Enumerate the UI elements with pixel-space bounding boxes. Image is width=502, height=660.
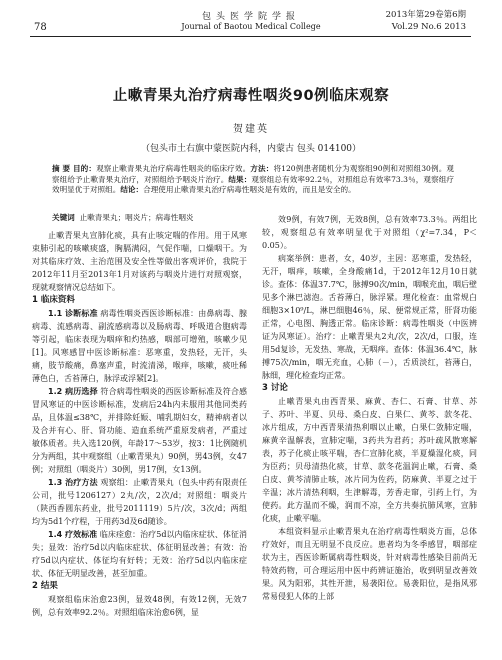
section-heading-3: 3 讨论 bbox=[262, 383, 288, 393]
keywords-label: 关键词 bbox=[52, 213, 75, 222]
heading-1-4: 1.4 疗效标准 bbox=[48, 530, 98, 539]
keywords bbox=[52, 212, 194, 223]
issue-en: Vol.29 No.6 2013 bbox=[391, 22, 466, 32]
abstract-conclusion-label: 结论： bbox=[120, 185, 144, 195]
right-column bbox=[262, 213, 477, 603]
abstract-result-label: 结果： bbox=[228, 174, 252, 184]
text-1-4: 临床痊愈：治疗5d以内临床症状、体征消失；显效：治疗5d以内临床症状、体征明显改善；有效：治疗5d以内症状、体征均有好转；无效：治疗5d以内临床症状、体征无明显改善，甚至加重。 bbox=[32, 530, 247, 578]
heading-1-1: 1.1 诊断标准 bbox=[48, 309, 98, 318]
section-heading-2: 2 结果 bbox=[32, 581, 58, 591]
abstract-conclusion: 合理使用止嗽青果丸治疗病毒性咽炎是有效的，而且是安全的。 bbox=[143, 185, 356, 195]
discussion-paragraph-2: 本组资料显示止嗽青果丸在治疗病毒性咽炎方面，总体疗效好，而且无明显不良反应。患者均为冬季感冒，咽部症状为主，西医诊断属病毒性咽炎，针对病毒性感染目前尚无特效药物，可合理运用中医中药辨证施治，收到明显改善效果。风为阳邪，其性开泄，易袭阳位。易袭阳位，是指风邪常易侵犯人体的上部 bbox=[262, 527, 477, 601]
keywords-text: 止嗽青果丸；咽炎片；病毒性咽炎 bbox=[79, 213, 194, 222]
heading-1-2: 1.2 病历选择 bbox=[48, 387, 98, 396]
paragraph-1-1 bbox=[32, 307, 247, 385]
left-column bbox=[32, 229, 247, 619]
article-affiliation: （包头市土右旗中蒙医院内科，内蒙古 包头 014100） bbox=[140, 144, 362, 154]
journal-name-en: Journal of Baotou Medical College bbox=[181, 22, 321, 31]
text-1-1: 病毒性咽炎西医诊断标准：由鼻病毒、腺病毒、流感病毒、副流感病毒以及肠病毒、呼吸道合胞病毒等引起，临床表现为咽痒和灼热感，咽部可增殖，咳嗽少见[1]。风寒感冒中医诊断标准：恶寒重，发热轻，无汗，头痛，肢节酸痛，鼻塞声重，时流清涕，喉痒，咳嗽，痰吐稀薄色白，舌苔薄白，脉浮或浮紧[2]。 bbox=[32, 309, 247, 383]
abstract-result: 观察组总有效率92.2％，对照组总有效率73.3％，观察组疗效明显优于对照组。 bbox=[52, 174, 455, 195]
abstract-objective: 观察止嗽青果丸治疗病毒性咽炎的临床疗效。 bbox=[96, 164, 251, 173]
text-1-2: 符合病毒性咽炎的西医诊断标准及符合感冒风寒证的中医诊断标准，发病后24h内未服用其他同类药品，且体温≤38℃，并排除妊娠、哺乳期妇女，精神病者以及合并有心、肝、肾功能、造血系统严重原发病者，严重过敏体质者。共入选120例，年龄17～53岁，按3：1比例随机分为两组，其中观察组（止嗽青果丸）90例，男43例，女47例；对照组（咽炎片）30例，男17例，女13例。 bbox=[32, 387, 247, 474]
abstract bbox=[52, 164, 454, 196]
article-title: 止嗽青果丸治疗病毒性咽炎90例临床观察 bbox=[112, 88, 390, 104]
page-number: 78 bbox=[34, 22, 47, 33]
case-report: 病案举例：患者，女，40岁，主因：恶寒重，发热轻，无汗，咽痒，咳嗽，全身酸痛1d，于2012年12月10日就诊。查体：体温37.7℃，脉搏90次/min，咽喉充血，咽后壁见多个淋巴滤泡。舌苔薄白，脉浮紧。理化检查：血常规白细胞3×10⁹/L，淋巴细胞46％，尿、便常规正常，肝肾功能正常，心电图、胸透正常。临床诊断：病毒性咽炎（中医辨证为风寒证）。治疗：止嗽青果丸2丸/次，2次/d，口服，连用5d复诊，无发热、寒战，无咽痒。查体：体温36.4℃，脉搏75次/min，咽无充血，心肺（－），舌质淡红，苔薄白，脉细，理化检查均正常。 bbox=[262, 254, 477, 380]
results-paragraph: 观察组临床治愈23例，显效48例，有效12例，无效7例，总有效率92.2％。对照组临床治愈6例，显 bbox=[32, 595, 247, 617]
header-rule bbox=[30, 36, 471, 37]
results-continued: 效9例，有效7例，无效8例，总有效率73.3％。两组比较，观察组总有效率明显优于对照组（χ²=7.34，P＜0.05）。 bbox=[262, 215, 477, 250]
intro-paragraph: 止嗽青果丸宣肺化痰，具有止咳定喘的作用。用于风寒束肺引起的咳嗽痰盛，胸膈满闷，气促作喘，口燥咽干。为对其临床疗效、主治范围及安全性等做出客观评价，我院于2012年11月至2013年1月对该药与咽炎片进行对照观察，现就观察情况总结如下。 bbox=[32, 231, 247, 292]
article-author: 贺建英 bbox=[233, 124, 269, 135]
section-heading-1: 1 临床资料 bbox=[32, 295, 75, 305]
abstract-method: 将120例患者随机分为观察组90例和对照组30例。观察组给予止嗽青果丸治疗，对照组给予咽炎片治疗。 bbox=[52, 164, 454, 184]
paragraph-1-3 bbox=[32, 476, 247, 528]
discussion-paragraph-1: 止嗽青果丸由西青果、麻黄、杏仁、石膏、甘草、苏子、苏叶、半夏、贝母、桑白皮、白果仁、黄芩、款冬花、冰片组成，方中西青果清热利咽以止嗽，白果仁敛肺定喘，麻黄辛温解表，宣肺定喘，3药共为君药；苏叶疏风散寒解表，苏子化痰止咳平喘，杏仁宣肺化痰，半夏燥湿化痰，同为臣药；贝母清热化痰，甘草、款冬花温润止嗽，石膏、桑白皮、黄芩清肺止咳，冰片同为佐药，防麻黄、半夏之过于辛温；冰片清热利咽，生津解毒，芳香走窜，引药上行，为使药。此方温而不燥，润而不凉，全方共奏抗肺风寒，宣肺化痰，止嗽平喘。 bbox=[262, 397, 477, 523]
abstract-label: 摘 要 目的： bbox=[52, 164, 97, 173]
paragraph-1-4 bbox=[32, 528, 247, 580]
journal-name-cn: 包头医学院学报 bbox=[201, 12, 300, 22]
text-1-3: 观察组：止嗽青果丸（包头中药有限责任公司，批号1206127）2丸/次，2次/d；对照组：咽炎片（陕西香圆东药业，批号2011119）5片/次，3次/d；两组均为5d1个疗程，于用药3d及6d随诊。 bbox=[32, 478, 247, 526]
heading-1-3: 1.3 治疗方法 bbox=[48, 478, 98, 487]
issue-info bbox=[386, 9, 466, 33]
running-header bbox=[0, 0, 502, 38]
paragraph-1-2 bbox=[32, 385, 247, 476]
issue-cn: 2013年第29卷第6期 bbox=[385, 10, 466, 20]
abstract-method-label: 方法： bbox=[250, 164, 274, 173]
